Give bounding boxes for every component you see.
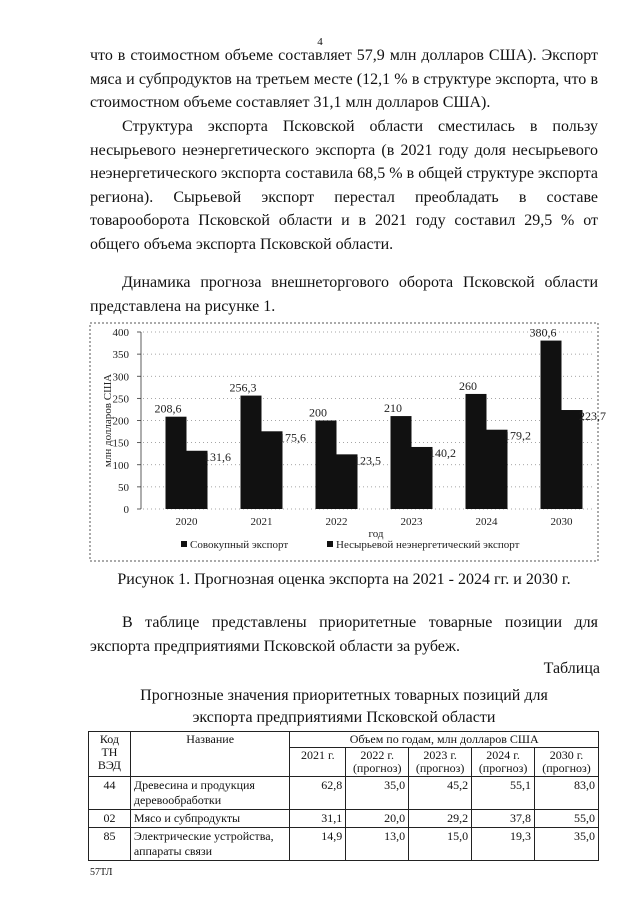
- data-label: 208,6: [154, 401, 182, 416]
- cell-value: 37,8: [472, 810, 535, 828]
- export-forecast-chart: [89, 322, 606, 562]
- bar: [316, 421, 337, 510]
- x-tick-label: 2024: [475, 516, 498, 528]
- cell-value: 55,1: [472, 777, 535, 810]
- y-tick-label: 50: [118, 481, 129, 494]
- bar: [166, 417, 187, 509]
- table-intro: В таблице представлены приоритетные товарные позиции для экспорта предприятиями Псковской области за рубеж.: [90, 614, 598, 655]
- cell-value: 83,0: [535, 777, 599, 810]
- header-name: Название: [130, 732, 290, 777]
- data-label: 380,6: [529, 325, 557, 340]
- data-label: 260: [459, 378, 477, 393]
- cell-name: Электрические устройства, аппараты связи: [130, 828, 290, 861]
- y-tick-label: 350: [112, 349, 129, 362]
- data-label: 140,2: [429, 445, 456, 460]
- y-tick-label: 200: [112, 415, 129, 428]
- x-tick-label: 2022: [325, 516, 348, 528]
- table-title: [90, 685, 598, 729]
- data-label: 210: [384, 401, 402, 416]
- data-label: 200: [309, 405, 327, 420]
- cell-value: 31,1: [290, 810, 346, 828]
- cell-name: Древесина и продукция деревообработки: [130, 777, 290, 810]
- table-label: Таблица: [543, 660, 600, 677]
- page-number: 4: [317, 36, 323, 48]
- bar: [466, 394, 487, 509]
- cell-value: 45,2: [409, 777, 472, 810]
- bar: [391, 416, 412, 509]
- header-year: 2022 г. (прогноз): [346, 748, 409, 777]
- x-tick-label: 2030: [550, 516, 573, 528]
- paragraph-2: Структура экспорта Псковской области сместилась в пользу несырьевого неэнергетического экспорта (в 2021 году доля несырьевого неэнергетического экспорта составила 68,5 % в общей структуре экспорта региона). Сырьевой экспорт перестал преобладать в составе товарооборота Псковской области и в 2021 году составил 29,5 % от общего объема экспорта Псковской области.: [90, 118, 598, 253]
- cell-value: 13,0: [346, 828, 409, 861]
- legend-swatch: [181, 541, 187, 547]
- header-code: Код ТН ВЭД: [89, 732, 131, 777]
- data-label: 131,6: [204, 449, 231, 464]
- cell-value: 35,0: [346, 777, 409, 810]
- x-tick-label: 2020: [175, 516, 198, 528]
- x-axis-label: год: [368, 528, 384, 540]
- bar: [541, 341, 562, 509]
- table-row: [89, 810, 599, 828]
- footer-code: 57ТЛ: [90, 867, 113, 878]
- cell-value: 15,0: [409, 828, 472, 861]
- header-year: 2023 г. (прогноз): [409, 748, 472, 777]
- y-tick-label: 100: [112, 459, 129, 472]
- data-label: 175,6: [279, 430, 306, 445]
- table-title-line-2: экспорта предприятиями Псковской области: [192, 709, 496, 726]
- header-year: 2021 г.: [290, 748, 346, 777]
- y-axis-label: млн долларов США: [102, 373, 114, 468]
- table-row: [89, 777, 599, 810]
- table-title-line-1: Прогнозные значения приоритетных товарных позиций для: [140, 687, 548, 704]
- header-volume-group: Объем по годам, млн долларов США: [290, 732, 599, 748]
- y-tick-label: 0: [123, 504, 129, 516]
- cell-value: 20,0: [346, 810, 409, 828]
- header-year: 2024 г. (прогноз): [472, 748, 535, 777]
- cell-value: 29,2: [409, 810, 472, 828]
- cell-value: 62,8: [290, 777, 346, 810]
- y-tick-label: 250: [112, 393, 129, 406]
- y-tick-label: 400: [112, 327, 129, 339]
- bar: [241, 396, 262, 509]
- legend-label: Несырьевой неэнергетический экспорт: [336, 539, 520, 551]
- data-label: 256,3: [229, 380, 257, 395]
- cell-code: 44: [89, 777, 131, 810]
- legend-label: Совокупный экспорт: [190, 539, 289, 551]
- x-tick-label: 2021: [250, 516, 273, 528]
- header-year: 2030 г. (прогноз): [535, 748, 599, 777]
- cell-name: Мясо и субпродукты: [130, 810, 290, 828]
- cell-value: 14,9: [290, 828, 346, 861]
- cell-code: 02: [89, 810, 131, 828]
- paragraph-3: Динамика прогноза внешнеторгового оборота Псковской области представлена на рисунке 1.: [90, 274, 598, 315]
- priority-goods-table: [88, 731, 599, 861]
- paragraph-1: что в стоимостном объеме составляет 57,9 млн долларов США). Экспорт мяса и субпродуктов на третьем месте (12,1 % в структуре экспорта, что в стоимостном объеме составляет 31,1 млн долларов США).: [90, 47, 598, 111]
- legend-swatch: [327, 541, 333, 547]
- cell-value: 55,0: [535, 810, 599, 828]
- table-row: [89, 828, 599, 861]
- cell-value: 35,0: [535, 828, 599, 861]
- x-tick-label: 2023: [400, 516, 423, 528]
- figure-caption: Рисунок 1. Прогнозная оценка экспорта на 2021 - 2024 гг. и 2030 г.: [117, 571, 571, 588]
- y-tick-label: 300: [112, 371, 129, 384]
- y-tick-label: 150: [112, 437, 129, 450]
- data-label: 123,5: [354, 453, 381, 468]
- cell-value: 19,3: [472, 828, 535, 861]
- data-label: 223,7: [579, 409, 606, 424]
- data-label: 179,2: [504, 428, 531, 443]
- cell-code: 85: [89, 828, 131, 861]
- bar: [562, 410, 583, 509]
